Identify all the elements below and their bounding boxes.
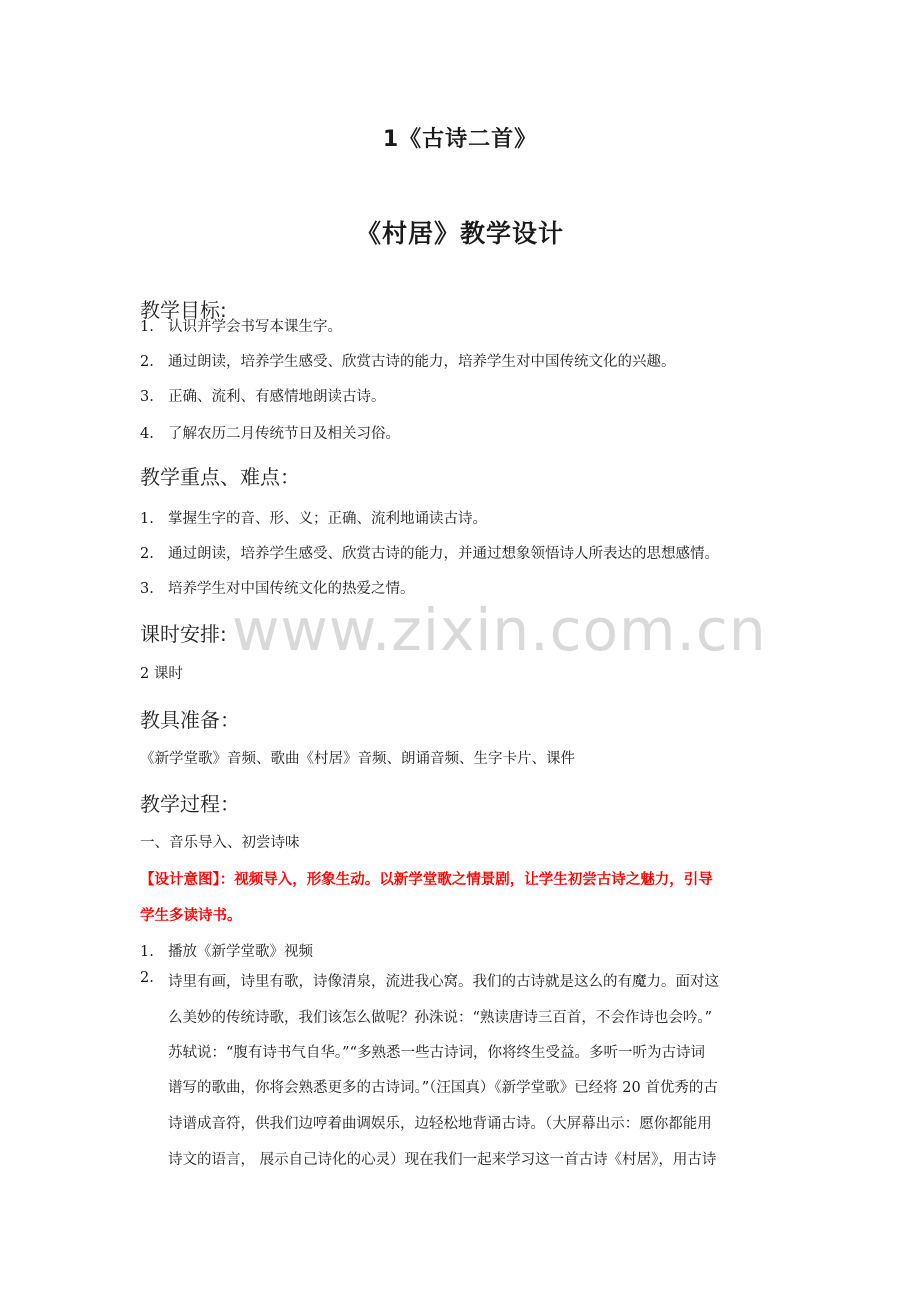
section-heading-materials: 教具准备： [140, 708, 240, 732]
paragraph-line: 么美妙的传统诗歌，我们该怎么做呢？孙洙说：“熟读唐诗三百首，不会作诗也会吟。” [168, 1010, 713, 1026]
section-heading-focus: 教学重点、难点： [140, 465, 300, 489]
list-item [140, 422, 400, 443]
list-text: 掌握生字的音、形、义；正确、流利地诵读古诗。 [168, 511, 487, 527]
list-item [140, 542, 719, 563]
paragraph-line: 苏轼说：“腹有诗书气自华。”“多熟悉一些古诗词，你将终生受益。多听一听为古诗词 [168, 1045, 705, 1061]
list-item [140, 315, 342, 336]
document-title: 1《古诗二首》 [382, 127, 538, 152]
section-heading-schedule: 课时安排: [140, 622, 227, 646]
list-item [140, 507, 487, 528]
list-number: 1. [140, 944, 154, 960]
list-number: 4. [140, 426, 154, 442]
list-item [140, 940, 313, 961]
list-text: 播放《新学堂歌》视频 [168, 944, 313, 960]
list-text: 通过朗读，培养学生感受、欣赏古诗的能力，培养学生对中国传统文化的兴趣。 [168, 354, 676, 370]
paragraph-line: 谱写的歌曲，你将会熟悉更多的古诗词。”（汪国真）《新学堂歌》已经将 20 首优秀的古 [168, 1080, 718, 1096]
section-heading-process: 教学过程： [140, 792, 240, 816]
list-text: 了解农历二月传统节日及相关习俗。 [168, 426, 400, 442]
design-intent-line-1: 【设计意图】：视频导入，形象生动。以新学堂歌之情景剧，让学生初尝古诗之魅力，引导 [140, 872, 713, 888]
materials-text: 《新学堂歌》音频、歌曲《村居》音频、朗诵音频、生字卡片、课件 [140, 751, 575, 767]
paragraph-line: 诗文的语言， 展示自己诗化的心灵）现在我们一起来学习这一首古诗《村居》，用古诗 [168, 1152, 717, 1168]
list-number: 1. [140, 319, 154, 335]
list-text: 培养学生对中国传统文化的热爱之情。 [168, 581, 415, 597]
list-number: 2. [140, 546, 154, 562]
process-subheading: 一、音乐导入、初尝诗味 [140, 835, 300, 851]
list-number: 3. [140, 581, 154, 597]
list-text: 通过朗读，培养学生感受、欣赏古诗的能力，并通过想象领悟诗人所表达的思想感情。 [168, 546, 719, 562]
document-subtitle: 《村居》教学设计 [355, 219, 564, 248]
list-item [140, 350, 676, 371]
list-item [140, 385, 386, 406]
list-number: 2. [140, 970, 154, 986]
design-intent-line-2: 学生多读诗书。 [140, 908, 242, 924]
section-heading-goals: 教学目标: [140, 298, 227, 322]
watermark: www.zixin.com.cn [232, 596, 767, 664]
list-number: 1. [140, 511, 154, 527]
list-number: 2. [140, 354, 154, 370]
paragraph-line: 诗谱成音符，供我们边哼着曲调娱乐，边轻松地背诵古诗。（大屏幕出示：愿你都能用 [168, 1116, 712, 1132]
list-number: 3. [140, 389, 154, 405]
list-text: 认识并学会书写本课生字。 [168, 319, 342, 335]
list-item [140, 577, 415, 598]
list-text: 正确、流利、有感情地朗读古诗。 [168, 389, 386, 405]
schedule-text: 2 课时 [140, 666, 183, 682]
paragraph-line: 诗里有画，诗里有歌，诗像清泉，流进我心窝。我们的古诗就是这么的有魔力。面对这 [168, 974, 719, 990]
